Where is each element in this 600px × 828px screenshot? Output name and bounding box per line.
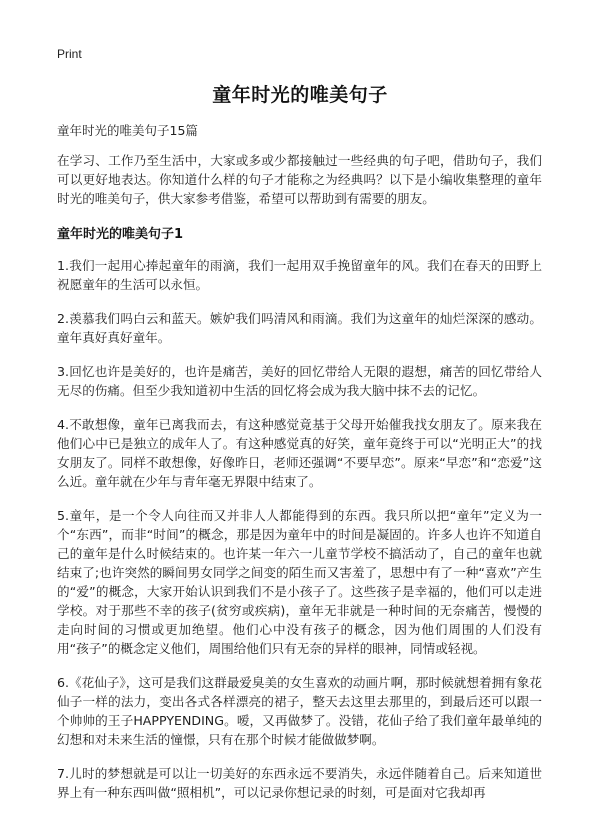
list-item: 2.羡慕我们吗白云和蓝天。嫉妒我们吗清风和雨滴。我们为这童年的灿烂深深的感动。童年真好真好童年。 <box>57 311 542 345</box>
list-item: 6.《花仙子》，这可是我们这群最爱臭美的女生喜欢的动画片啊，那时候就想着拥有象花仙子一样的法力，变出各式各样漂亮的裙子，整天去这里去那里的，到最后还可以跟一个帅帅的王子HAPPYENDING。嗳，又再做梦了。没错，花仙子给了我们童年最单纯的幻想和对未来生活的憧憬，只有在那个时候才能做做梦啊。 <box>57 675 542 747</box>
list-item: 7.儿时的梦想就是可以让一切美好的东西永远不要消失，永远伴随着自己。后来知道世界上有一种东西叫做“照相机”，可以记录你想记录的时刻，可是面对它我却再 <box>57 766 542 800</box>
intro-paragraph: 在学习、工作乃至生活中，大家或多或少都接触过一些经典的句子吧，借助句子，我们可以更好地表达。你知道什么样的句子才能称之为经典吗？以下是小编收集整理的童年时光的唯美句子，供大家参考借鉴，希望可以帮助到有需要的朋友。 <box>57 153 542 206</box>
list-item: 3.回忆也许是美好的，也许是痛苦，美好的回忆带给人无限的遐想，痛苦的回忆带给人无尽的伤痛。但至少我知道初中生活的回忆将会成为我大脑中抹不去的记忆。 <box>57 364 542 398</box>
list-item: 5.童年，是一个令人向往而又并非人人都能得到的东西。我只所以把“童年”定义为一个“东西”，而非“时间”的概念，那是因为童年中的时间是凝固的。许多人也许不知道自己的童年是什么时候结束的。也许某一年六一儿童节学校不搞活动了，自己的童年也就结束了;也许突然的瞬间男女同学之间变的陌生而又害羞了，思想中有了一种“喜欢”产生的“爱”的概念，大家开始认识到我们不是小孩子了。这些孩子是幸福的，他们可以走进学校。对于那些不幸的孩子(贫穷或疾病)，童年无非就是一种时间的无奈痛苦，慢慢的走向时间的习惯或更加绝望。他们心中没有孩子的概念，因为他们周围的人们没有用“孩子”的概念定义他们，周围给他们只有无奈的异样的眼神，同情或轻视。 <box>57 508 542 656</box>
list-item: 4.不敢想像，童年已离我而去，有这种感觉竟基于父母开始催我找女朋友了。原来我在他们心中已是独立的成年人了。有这种感觉真的好笑，童年竟终于可以“光明正大”的找女朋友了。同样不敢想像，好像昨日，老师还强调“不要早恋”。原来“早恋”和“恋爱”这么近。童年就在少年与青年毫无界限中结束了。 <box>57 417 542 489</box>
document-subtitle: 童年时光的唯美句子15篇 <box>57 123 198 138</box>
section-heading: 童年时光的唯美句子1 <box>57 227 184 242</box>
document-body <box>57 151 542 802</box>
page-title: 童年时光的唯美句子 <box>212 84 388 106</box>
list-item: 1.我们一起用心捧起童年的雨滴，我们一起用双手挽留童年的风。我们在春天的田野上祝愿童年的生活可以永恒。 <box>57 258 542 292</box>
print-link[interactable]: Print <box>57 47 82 61</box>
